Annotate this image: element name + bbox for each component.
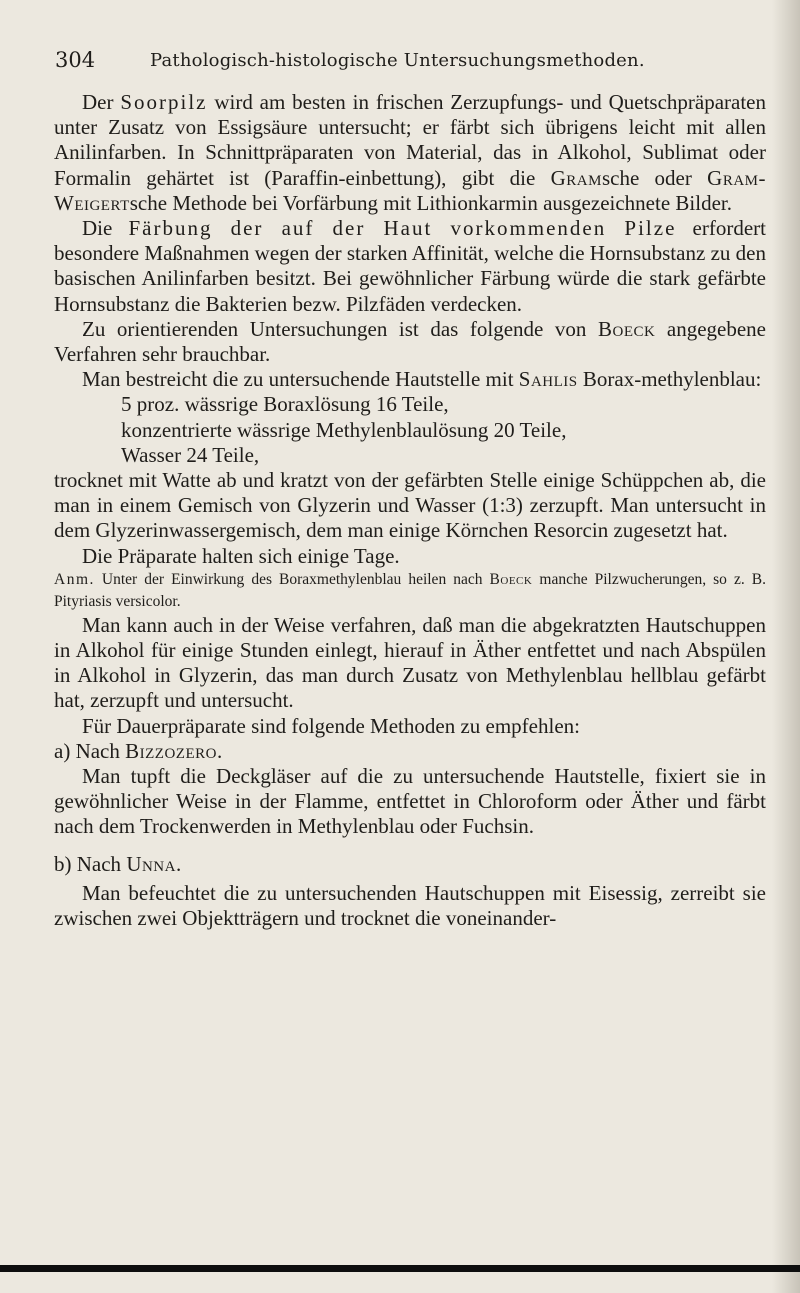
running-title: Pathologisch-histologische Untersuchungsmethoden. — [150, 50, 645, 71]
scan-bottom-bar — [0, 1265, 800, 1272]
text-run: Die — [82, 216, 129, 241]
subheading-bizzozero — [54, 739, 766, 764]
paragraph-unna: Man befeuchtet die zu untersuchenden Hautschuppen mit Eisessig, zerreibt sie zwischen zwei Objektträgern und trocknet die voneinander- — [54, 880, 766, 931]
paragraph-procedure: trocknet mit Watte ab und kratzt von der gefärbten Stelle einige Schüppchen ab, die man in einem Gemisch von Glyzerin und Wasser (1:3) zerzupft. Man untersucht in dem Glyzerinwassergemisch, dem man einige Körnchen Resorcin zugesetzt hat. — [54, 468, 766, 543]
paragraph-hautpilze — [54, 216, 766, 317]
author-name: Boeck — [597, 316, 656, 341]
text-run: Man bestreicht die zu untersuchende Hautstelle mit — [82, 367, 519, 392]
recipe-list — [121, 392, 766, 468]
note-label: Anm. — [54, 570, 95, 588]
author-name: Gram — [550, 165, 602, 190]
author-name: Boeck — [489, 570, 533, 588]
text-run: a) Nach — [54, 738, 126, 763]
paragraph-permanent: Für Dauerpräparate sind folgende Methoden zu empfehlen: — [82, 713, 580, 738]
text-run: Unter der Einwirkung des Boraxmethylenblau heilen nach — [94, 570, 490, 588]
recipe-item: konzentrierte wässrige Methylenblaulösung 20 Teile, — [121, 417, 567, 442]
page-number: 304 — [55, 48, 96, 72]
paragraph-sahli — [54, 367, 766, 392]
text-run: sche Methode bei Vorfärbung mit Lithionkarmin ausgezeichnete Bilder. — [129, 190, 732, 215]
text-run: Borax-methylenblau: — [577, 367, 762, 392]
paragraph-durability: Die Präparate halten sich einige Tage. — [82, 543, 400, 568]
page-edge-shadow — [772, 0, 800, 1293]
footnote — [54, 569, 766, 613]
recipe-item: 5 proz. wässrige Boraxlösung 16 Teile, — [121, 392, 449, 417]
paragraph-soorpilz — [54, 90, 766, 216]
author-name: Gram-Weigert — [54, 165, 766, 215]
page-header — [55, 48, 755, 78]
text-run: manche Pilzwucherungen, so z. B. Pityriasis versicolor. — [54, 570, 766, 610]
spaced-term: Soorpilz — [120, 90, 208, 114]
text-run: Zu orientierenden Untersuchungen ist das folgende von — [82, 316, 598, 341]
text-run: Der — [82, 90, 121, 114]
text-run: erfordert besondere Maßnahmen wegen der starken Affinität, welche die Hornsubstanz zu den basischen Anilinfarben besitzt. Bei gewöhnlicher Färbung würde die stark gefärbte Hornsubstanz die Bakterien bezw. Pilzfäden verdecken. — [54, 216, 766, 316]
paragraph-bizzozero: Man tupft die Deckgläser auf die zu untersuchende Hautstelle, fixiert sie in gewöhnlicher Weise in der Flamme, entfettet in Chloroform oder Äther und färbt nach dem Trockenwerden in Methylenblau oder Fuchsin. — [54, 764, 766, 839]
author-name: Unna. — [126, 851, 182, 876]
page-body — [54, 90, 766, 931]
recipe-item: Wasser 24 Teile, — [121, 442, 260, 467]
author-name: Sahlis — [518, 367, 578, 392]
paragraph-boeck — [54, 317, 766, 367]
author-name: Bizzozero. — [125, 738, 223, 763]
text-run: sche oder — [601, 165, 708, 190]
paragraph-alternative: Man kann auch in der Weise verfahren, daß man die abgekratzten Hautschuppen in Alkohol für einige Stunden einlegt, hierauf in Äther entfettet und nach Abspülen in Alkohol in Glyzerin, das man durch Zusatz von Methylenblau hellblau gefärbt hat, zerzupft und untersucht. — [54, 612, 766, 713]
text-run: b) Nach — [54, 851, 127, 876]
spaced-term: Färbung der auf der Haut vorkommenden Pilze — [128, 216, 677, 241]
text-run: wird am besten in frischen Zerzupfungs- und Quetschpräparaten unter Zusatz von Essigsäure untersucht; er färbt sich übrigens leicht mit allen Anilinfarben. In Schnittpräparaten von Material, das in Alkohol, Sublimat oder Formalin gehärtet ist (Paraffin-einbettung), gibt die — [54, 90, 766, 190]
text-run: angegebene Verfahren sehr brauchbar. — [54, 316, 766, 367]
subheading-unna — [54, 852, 766, 877]
